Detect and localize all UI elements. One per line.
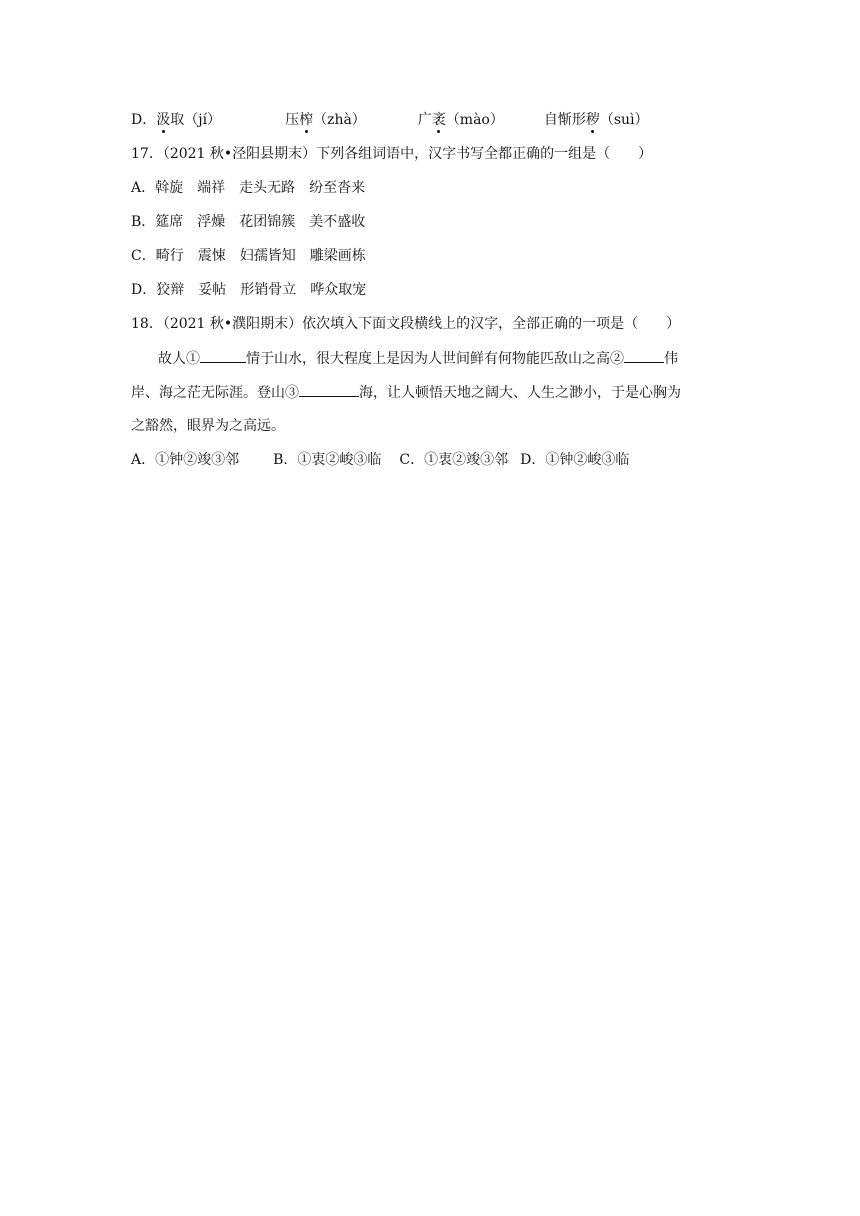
word: 斡旋 bbox=[155, 180, 184, 196]
q18-stem: 18．（2021 秋•濮阳期末）依次填入下面文段横线上的汉字，全部正确的一项是（ ） bbox=[131, 316, 681, 332]
q17-option-b bbox=[131, 212, 365, 232]
word: 花团锦簇 bbox=[239, 214, 296, 230]
fill-blank-2 bbox=[624, 348, 664, 363]
option-text: ①钟②竣③邻 bbox=[155, 452, 240, 468]
option-label: A． bbox=[131, 452, 156, 468]
word: 走头无路 bbox=[239, 180, 296, 196]
word: 哗众取宠 bbox=[310, 282, 367, 298]
word: 妇孺皆知 bbox=[239, 248, 296, 264]
option-label: B． bbox=[131, 214, 156, 230]
option-label: A． bbox=[131, 180, 156, 196]
word: 震悚 bbox=[197, 248, 226, 264]
pinyin-text: （suì） bbox=[599, 112, 649, 128]
word: 狡辩 bbox=[156, 282, 185, 298]
option-label: D． bbox=[520, 452, 546, 468]
q17-option-c bbox=[131, 246, 366, 266]
passage-text: 岸、海之茫无际涯。登山③ bbox=[131, 385, 299, 401]
word: 妥帖 bbox=[198, 282, 227, 298]
q17-option-d bbox=[131, 280, 366, 300]
option-label: C． bbox=[131, 248, 156, 264]
pinyin-text: 取（jí） bbox=[170, 112, 222, 128]
word: 畸行 bbox=[155, 248, 184, 264]
q17-stem: 17．（2021 秋•泾阳县期末）下列各组词语中，汉字书写全都正确的一组是（ ） bbox=[131, 146, 653, 162]
option-text: ①衷②峻③临 bbox=[297, 452, 382, 468]
word: 端祥 bbox=[197, 180, 226, 196]
q18-passage-line-3: 之豁然，眼界为之高远。 bbox=[131, 418, 285, 434]
option-label: D． bbox=[131, 112, 157, 128]
passage-text: 海，让人顿悟天地之阔大、人生之渺小，于是心胸为 bbox=[359, 385, 681, 401]
dotted-char: 汲 bbox=[156, 112, 171, 128]
passage-text: 故人① bbox=[158, 351, 200, 367]
q18-passage-line-2 bbox=[131, 382, 681, 403]
dotted-char: 榨 bbox=[299, 112, 314, 128]
q17-option-a bbox=[131, 178, 365, 198]
word: 美不盛收 bbox=[309, 214, 366, 230]
q18-option-b bbox=[273, 450, 381, 470]
passage-text: 伟 bbox=[664, 351, 678, 367]
option-text: ①衷②竣③邻 bbox=[424, 452, 509, 468]
word: 形销骨立 bbox=[240, 282, 297, 298]
word: 雕梁画栋 bbox=[309, 248, 366, 264]
option-label: C． bbox=[399, 452, 425, 468]
q16-option-d bbox=[131, 110, 649, 130]
dotted-char: 袤 bbox=[431, 112, 446, 128]
word-text: 压 bbox=[285, 112, 300, 128]
word: 筵席 bbox=[155, 214, 184, 230]
word: 纷至沓来 bbox=[309, 180, 366, 196]
option-label: D． bbox=[131, 282, 157, 298]
q18-passage-line-1 bbox=[158, 348, 678, 369]
dotted-char: 秽 bbox=[585, 112, 600, 128]
pinyin-text: （zhà） bbox=[313, 112, 366, 128]
pinyin-text: （mào） bbox=[445, 112, 504, 128]
fill-blank-1 bbox=[200, 348, 246, 363]
word-text: 自惭形 bbox=[543, 112, 586, 128]
q18-option-d bbox=[520, 450, 629, 470]
option-text: ①钟②峻③临 bbox=[545, 452, 630, 468]
q18-option-c bbox=[399, 450, 508, 470]
word-text: 广 bbox=[417, 112, 432, 128]
q18-option-a bbox=[131, 450, 239, 470]
q18-options bbox=[131, 450, 629, 470]
fill-blank-3 bbox=[299, 382, 359, 397]
option-label: B． bbox=[273, 452, 298, 468]
passage-text: 情于山水，很大程度上是因为人世间鲜有何物能匹敌山之高② bbox=[246, 351, 624, 367]
word: 浮燥 bbox=[197, 214, 226, 230]
